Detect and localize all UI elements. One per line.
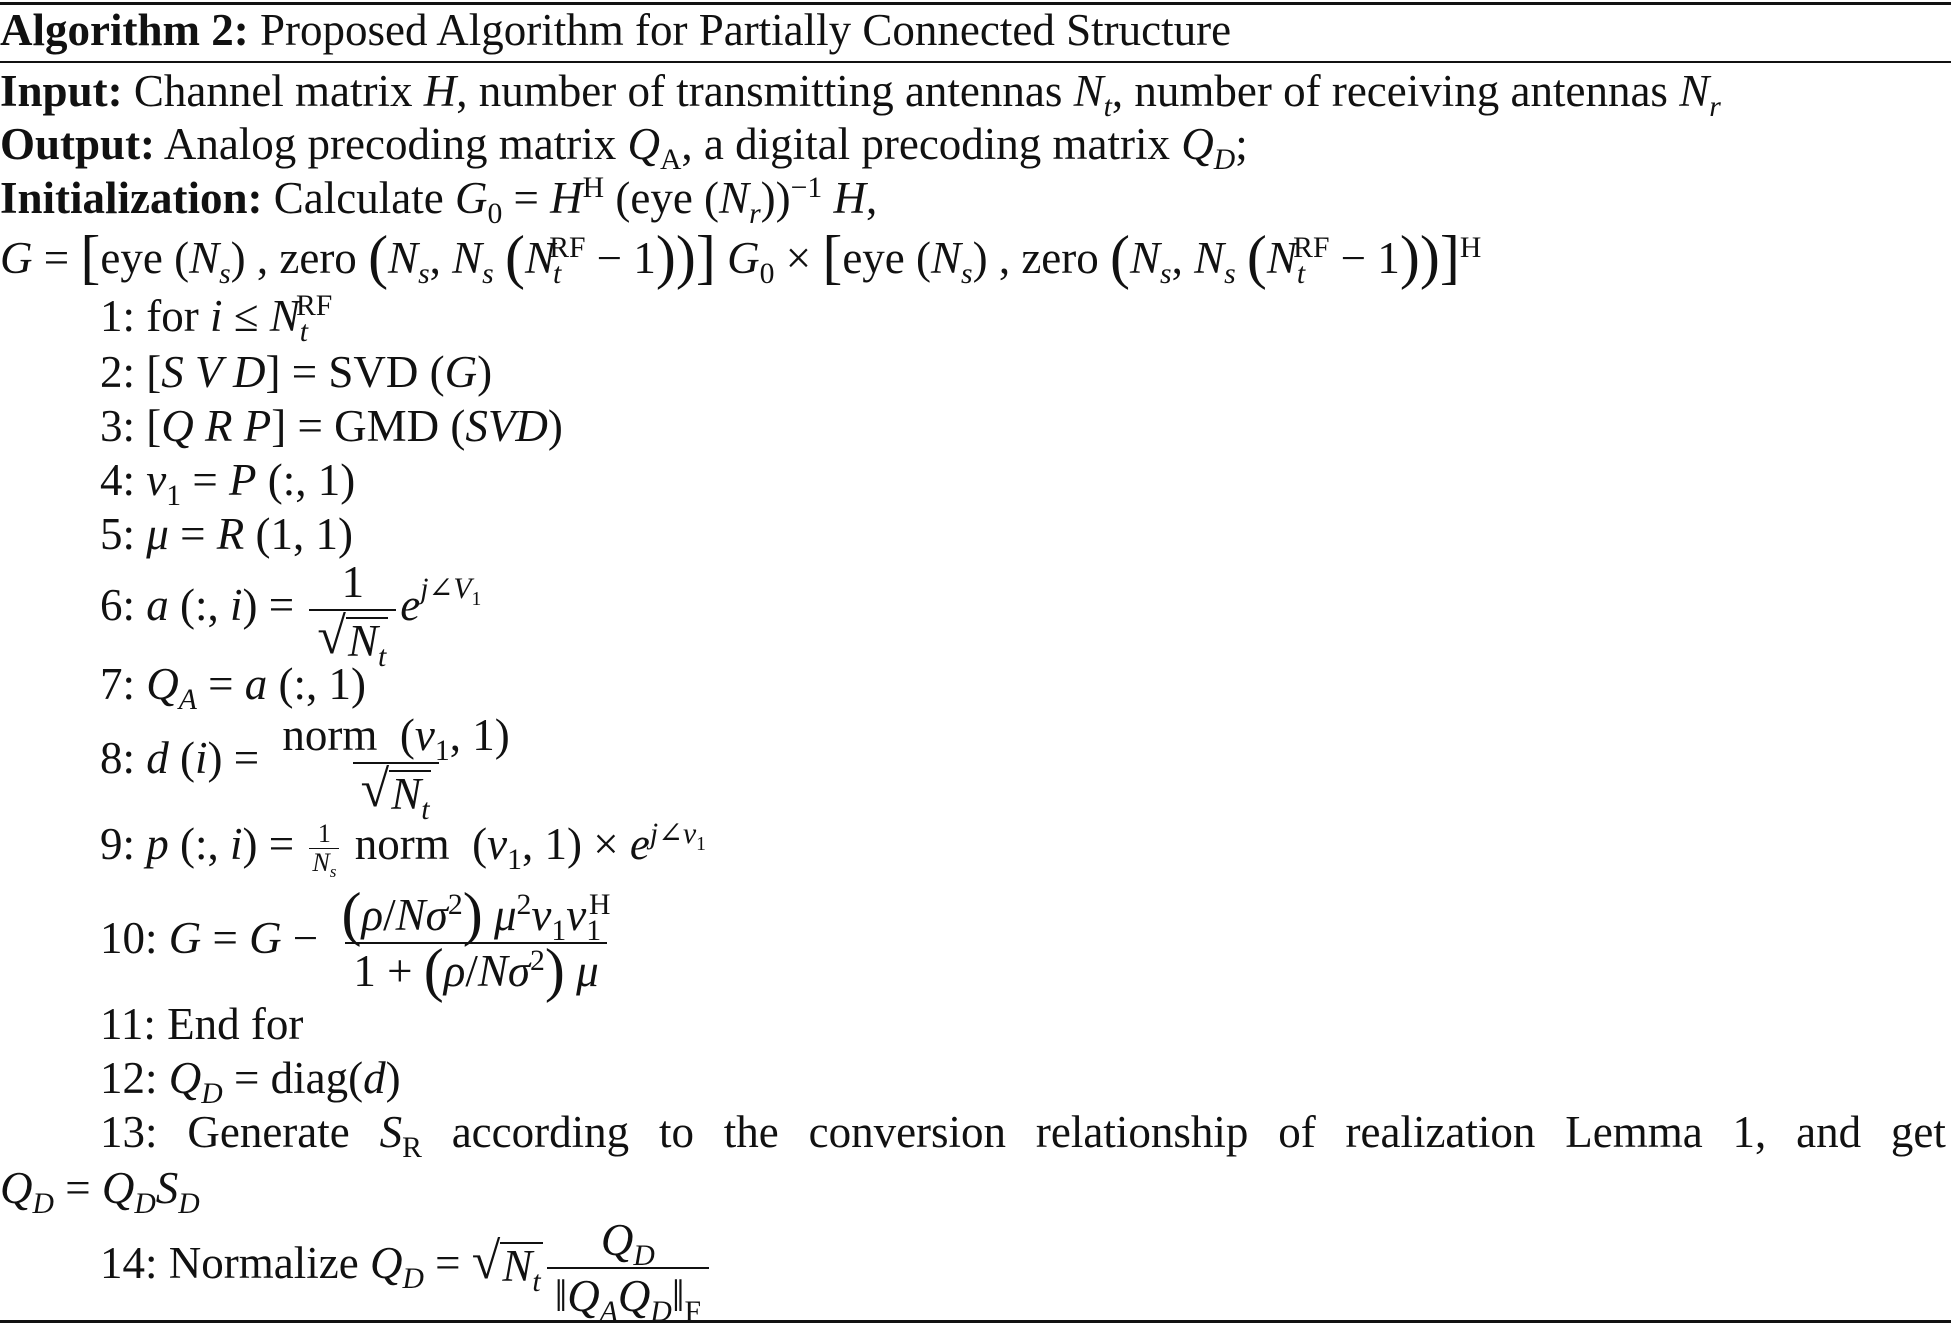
input-line: Input: Channel matrix H, number of transmitting antennas $N_t$, number of receiving antennas $N_r$ xyxy=(0,66,1721,123)
step-number: 5: xyxy=(100,509,136,559)
step-number: 12: xyxy=(100,1053,158,1103)
step-2: 2: [S V D] = SVD (G) xyxy=(100,347,493,397)
step-number: 10: xyxy=(100,913,158,963)
title-text: Proposed Algorithm for Partially Connected Structure xyxy=(259,5,1232,55)
init-line: Initialization: Calculate $G_0 = H^H$ (eye $(N_r))^{-1}$ H, xyxy=(0,172,878,230)
step-14: 14: Normalize $Q_D$ = √ $N_t$ $\frac{Q_D}{‖Q_AQ_D‖_F}$ xyxy=(100,1208,1951,1323)
step-8: 8: d (i) = norm ($v_1$, 1) √ $N_t$ xyxy=(100,702,1951,818)
step-text: End for xyxy=(167,999,304,1049)
step-9: 9: p (:, i) = $\frac{1}{N_s}$ norm ($v_1$, $1) \times e^{j\angle v_1}$ xyxy=(100,818,706,882)
fraction: $\frac{(\rho/N\sigma^2) \mu^2v_1v_1^H}{1 + (\rho/N\sigma^2) \mu}$ xyxy=(341,880,611,1003)
step-5: 5: μ = R (1, 1) xyxy=(100,509,353,559)
algorithm-title xyxy=(0,4,1951,56)
fraction: $\frac{1}{N_s}$ xyxy=(309,820,339,877)
step-number: 13: xyxy=(100,1107,158,1157)
step-12: 12: $Q_D$ = diag(d) xyxy=(100,1053,401,1110)
step-number: 8: xyxy=(100,733,136,783)
step-number: 2: xyxy=(100,347,136,397)
init-g-line: G = [eye $(N_s)$ , zero ($N_s$, $N_s$ $(N_t^{RF} - 1)$)] $G_0 \times [eye$ $(N_s)$ , zero ($N_s$, $N_s$ $(N_t^{RF} - 1))]^H$ xyxy=(0,224,1482,290)
fraction: 1 √ $N_t$ xyxy=(309,555,396,665)
step-number: 14: xyxy=(100,1238,158,1288)
step-number: 7: xyxy=(100,659,136,709)
step-6: 6: a (:, i) = 1 √ $N_t$ $e^{j\angle V_1}$ xyxy=(100,556,482,673)
init-label: Initialization: xyxy=(0,173,263,223)
step-number: 9: xyxy=(100,819,136,869)
step-10: 10: G = G − $\frac{(\rho/N\sigma^2) \mu^2v_1v_1^H}{1 + (\rho/N\sigma^2) \mu}$ xyxy=(100,878,1951,998)
output-label: Output: xyxy=(0,119,156,169)
step-4: 4: $v_1 = P$ (:, 1) xyxy=(100,455,356,512)
step-number: 1: xyxy=(100,291,136,341)
step-11 xyxy=(100,998,1951,1050)
output-line: Output: Analog precoding matrix $Q_A$, a digital precoding matrix $Q_D$; xyxy=(0,119,1248,176)
input-label: Input: xyxy=(0,66,123,116)
fraction: $\frac{Q_D}{‖Q_AQ_D‖_F}$ xyxy=(547,1213,709,1323)
step-7: 7: $Q_A = a$ (:, 1) xyxy=(100,659,367,716)
step-13-continued: $Q_D = Q_DS_D$ xyxy=(0,1163,200,1220)
header-rule xyxy=(0,61,1951,63)
title-label: Algorithm 2: xyxy=(0,5,249,55)
step-1: 1: for $i \le N_t^{RF}$ xyxy=(100,290,333,348)
step-number: 3: xyxy=(100,401,136,451)
step-number: 6: xyxy=(100,580,136,630)
step-number: 4: xyxy=(100,455,136,505)
step-3: 3: [Q R P] = GMD (SVD) xyxy=(100,401,563,451)
fraction: norm ($v_1$, 1) √ $N_t$ xyxy=(282,709,510,826)
step-number: 11: xyxy=(100,999,156,1049)
step-13: 13: Generate $S_R$ according to the conversion relationship of realization Lemma 1, and get xyxy=(100,1107,1946,1164)
